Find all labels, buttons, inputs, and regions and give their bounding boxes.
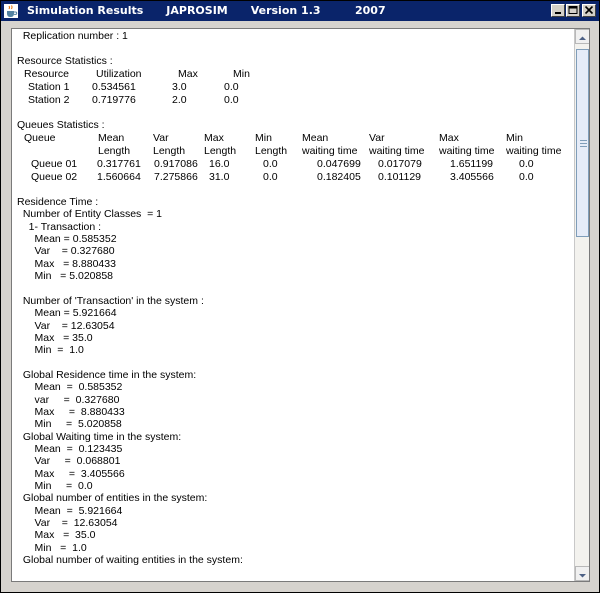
- resource-col-header: Resource: [24, 68, 69, 80]
- max-waiting-col-header: Max: [439, 132, 459, 144]
- queue-cell: 3.405566: [450, 171, 494, 183]
- utilization-cell: 0.719776: [92, 94, 136, 106]
- residence-line: Min = 5.020858: [17, 270, 114, 283]
- minimize-button[interactable]: [551, 4, 565, 17]
- col-subheader: Length: [98, 145, 131, 157]
- queue-cell: 0.101129: [378, 171, 422, 183]
- residence-line: Global number of waiting entities in the system:: [17, 554, 243, 567]
- scroll-up-arrow-icon: [576, 32, 589, 45]
- queue-cell: 1.560664: [97, 171, 141, 183]
- minimize-icon: [553, 6, 563, 15]
- queue-cell: 0.0: [263, 171, 278, 183]
- queue-cell: 0.917086: [154, 158, 198, 170]
- col-subheader: waiting time: [369, 145, 425, 157]
- window-title: Simulation Results JAPROSIM Version 1.3 2007: [27, 4, 386, 17]
- queue-col-header: Queue: [24, 132, 56, 144]
- java-coffee-icon: [4, 4, 18, 18]
- queue-cell: 0.017079: [378, 158, 422, 170]
- residence-line: Mean = 5.921664: [17, 504, 123, 517]
- col-subheader: Length: [153, 145, 186, 157]
- resource-statistics-heading: Resource Statistics :: [17, 55, 113, 67]
- residence-line: Global Waiting time in the system:: [17, 430, 182, 443]
- queue-cell: 31.0: [209, 171, 230, 183]
- queue-name-cell: Queue 02: [31, 171, 78, 183]
- title-bar[interactable]: [1, 1, 599, 21]
- results-text-area[interactable]: [12, 29, 574, 581]
- vertical-scrollbar[interactable]: [574, 29, 590, 581]
- scroll-thumb[interactable]: [576, 49, 589, 237]
- queue-cell: 7.275866: [154, 171, 198, 183]
- residence-line: Min = 1.0: [17, 344, 84, 357]
- min-cell: 0.0: [224, 81, 239, 93]
- residence-line: Number of Entity Classes = 1: [17, 208, 163, 221]
- queue-cell: 0.182405: [317, 171, 361, 183]
- var-waiting-col-header: Var: [369, 132, 385, 144]
- residence-line: Min = 1.0: [17, 541, 87, 554]
- residence-line: var = 0.327680: [17, 393, 120, 406]
- results-panel: [11, 28, 590, 582]
- resource-name-cell: Station 1: [28, 81, 70, 93]
- min-waiting-col-header: Min: [506, 132, 523, 144]
- min-cell: 0.0: [224, 94, 239, 106]
- queue-name-cell: Queue 01: [31, 158, 78, 170]
- residence-line: Number of 'Transaction' in the system :: [17, 294, 204, 307]
- residence-line: Global number of entities in the system:: [17, 492, 208, 505]
- scroll-down-button[interactable]: [575, 566, 590, 581]
- utilization-col-header: Utilization: [96, 68, 142, 80]
- queue-cell: 0.0: [519, 158, 534, 170]
- residence-line: Var = 0.327680: [17, 245, 115, 258]
- residence-line: Min = 0.0: [17, 480, 93, 493]
- residence-line: Mean = 5.921664: [17, 307, 117, 320]
- mean-waiting-col-header: Mean: [302, 132, 329, 144]
- scroll-up-button[interactable]: [575, 29, 590, 44]
- col-subheader: waiting time: [302, 145, 358, 157]
- col-subheader: Length: [204, 145, 237, 157]
- queue-cell: 0.317761: [97, 158, 141, 170]
- residence-line: Max = 3.405566: [17, 467, 125, 480]
- max-col-header: Max: [178, 68, 198, 80]
- residence-line: Max = 8.880433: [17, 405, 125, 418]
- residence-line: Residence Time :: [17, 196, 99, 208]
- utilization-cell: 0.534561: [92, 81, 136, 93]
- residence-line: Max = 35.0: [17, 529, 96, 542]
- residence-line: Var = 0.068801: [17, 455, 121, 468]
- col-subheader: Length: [255, 145, 288, 157]
- queue-cell: 16.0: [209, 158, 230, 170]
- residence-line: Mean = 0.585352: [17, 381, 123, 394]
- residence-line: Min = 5.020858: [17, 418, 122, 431]
- residence-line: Max = 8.880433: [17, 257, 116, 270]
- residence-line: Var = 12.63054: [17, 517, 118, 530]
- queue-cell: 1.651199: [450, 158, 494, 170]
- residence-line: Global Residence time in the system:: [17, 368, 197, 381]
- scroll-down-arrow-icon: [576, 569, 589, 582]
- residence-line: Mean = 0.585352: [17, 233, 117, 246]
- residence-line: Var = 12.63054: [17, 319, 115, 332]
- var-length-col-header: Var: [153, 132, 169, 144]
- residence-line: 1- Transaction :: [17, 220, 102, 233]
- min-col-header: Min: [233, 68, 250, 80]
- residence-line: Mean = 0.123435: [17, 443, 123, 455]
- residence-line: Max = 35.0: [17, 331, 93, 344]
- max-cell: 2.0: [172, 94, 187, 106]
- close-button[interactable]: [582, 4, 596, 17]
- replication-number: Replication number : 1: [17, 30, 128, 42]
- close-icon: [584, 6, 594, 15]
- max-cell: 3.0: [172, 81, 187, 93]
- col-subheader: waiting time: [506, 145, 562, 157]
- queues-statistics-heading: Queues Statistics :: [17, 119, 105, 131]
- maximize-icon: [568, 6, 578, 15]
- maximize-button[interactable]: [566, 4, 580, 17]
- queue-cell: 0.047699: [317, 158, 361, 170]
- max-length-col-header: Max: [204, 132, 224, 144]
- col-subheader: waiting time: [439, 145, 495, 157]
- min-length-col-header: Min: [255, 132, 272, 144]
- resource-name-cell: Station 2: [28, 94, 70, 106]
- queue-cell: 0.0: [263, 158, 278, 170]
- queue-cell: 0.0: [519, 171, 534, 183]
- mean-length-col-header: Mean: [98, 132, 125, 144]
